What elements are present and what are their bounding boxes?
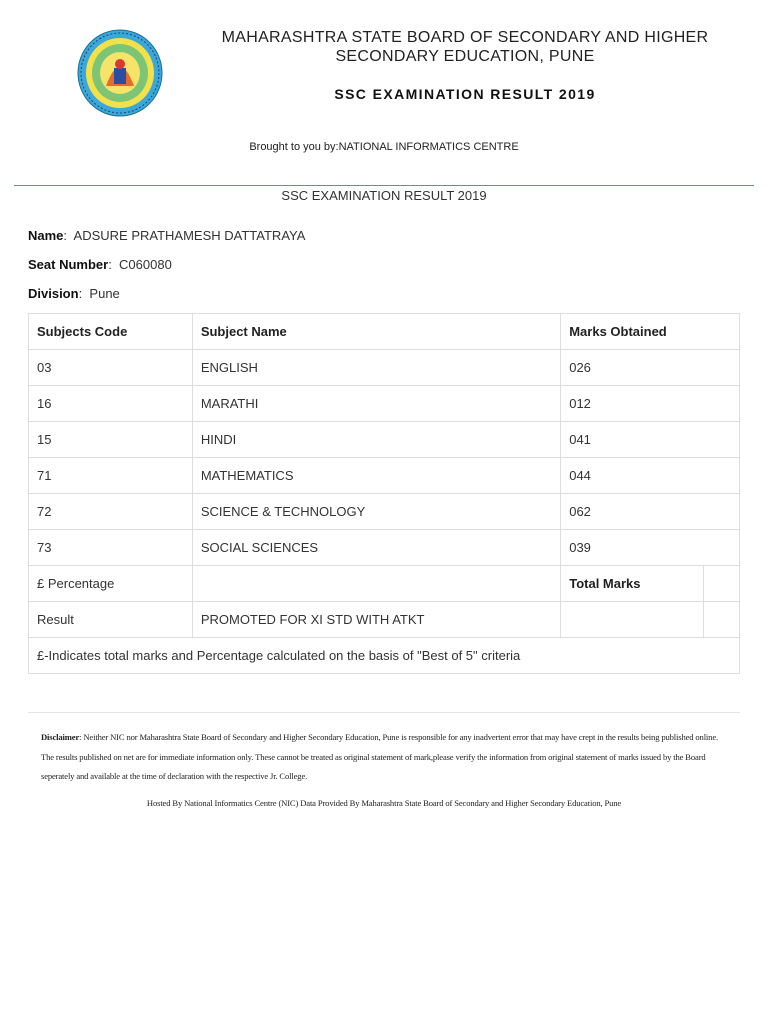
subject-code: 16 [29, 386, 193, 422]
disclaimer-label: Disclaimer [41, 732, 80, 742]
result-row [29, 602, 740, 638]
hosted-by-text: Hosted By National Informatics Centre (NIC) Data Provided By Maharashtra State Board of Secondary and Higher Secondary Education, Pune [146, 798, 622, 808]
seat-label: Seat Number [28, 257, 109, 272]
header-divider [14, 185, 754, 186]
subject-name: SCIENCE & TECHNOLOGY [192, 494, 560, 530]
note-row [29, 638, 740, 674]
division-label: Division [28, 286, 79, 301]
result-value: PROMOTED FOR XI STD WITH ATKT [192, 602, 560, 638]
percentage-label: £ Percentage [29, 566, 193, 602]
total-marks-value [704, 566, 740, 602]
footer-divider [28, 712, 740, 713]
total-marks-label: Total Marks [561, 566, 704, 602]
table-row [29, 458, 740, 494]
result-label: Result [29, 602, 193, 638]
empty-cell [704, 602, 740, 638]
name-label: Name [28, 228, 64, 243]
column-header: Subjects Code [29, 314, 193, 350]
subject-code: 15 [29, 422, 193, 458]
subject-code: 72 [29, 494, 193, 530]
subject-code: 03 [29, 350, 193, 386]
student-name-row: Name: ADSURE PRATHAMESH DATTATRAYA [28, 228, 306, 243]
subject-name: ENGLISH [192, 350, 560, 386]
percentage-value [192, 566, 560, 602]
seat-number-row: Seat Number: C060080 [28, 257, 172, 272]
seat-value: C060080 [119, 257, 172, 272]
division-row: Division: Pune [28, 286, 120, 301]
disclaimer-text: Neither NIC nor Maharashtra State Board of Secondary and Higher Secondary Education, Pune is responsible for any inadvertent error that may have crept in the results being published online. The results published on net are for immediate information only. These cannot be treated as original statement of mark,please verify the information from original statement of marks issued by the Board seperately and available at the time of declaration with the respective Jr. College. [41, 732, 718, 781]
marks-obtained: 062 [561, 494, 740, 530]
board-title: MAHARASHTRA STATE BOARD OF SECONDARY AND HIGHER SECONDARY EDUCATION, PUNE [221, 29, 709, 65]
marks-table [28, 313, 740, 674]
brought-by-text: Brought to you by:NATIONAL INFORMATICS CENTRE [249, 141, 519, 153]
criteria-note: £-Indicates total marks and Percentage calculated on the basis of "Best of 5" criteria [29, 638, 740, 674]
subject-code: 71 [29, 458, 193, 494]
empty-cell [561, 602, 704, 638]
subject-name: MATHEMATICS [192, 458, 560, 494]
percentage-row [29, 566, 740, 602]
disclaimer: Disclaimer: Neither NIC nor Maharashtra State Board of Secondary and Higher Secondary Education, Pune is responsible for any inadvertent error that may have crept in the results being published online. The results published on net are for immediate information only. These cannot be treated as original statement of mark,please verify the information from original statement of marks issued by the Board seperately and available at the time of declaration with the respective Jr. College. [41, 732, 718, 781]
marks-obtained: 044 [561, 458, 740, 494]
marks-obtained: 039 [561, 530, 740, 566]
table-row [29, 422, 740, 458]
marks-obtained: 041 [561, 422, 740, 458]
table-row [29, 530, 740, 566]
board-emblem-icon [76, 28, 164, 118]
column-header: Marks Obtained [561, 314, 740, 350]
exam-title: SSC EXAMINATION RESULT 2019 [334, 86, 596, 102]
subject-name: SOCIAL SCIENCES [192, 530, 560, 566]
table-row [29, 494, 740, 530]
subject-code: 73 [29, 530, 193, 566]
marks-obtained: 026 [561, 350, 740, 386]
division-value: Pune [89, 286, 120, 301]
table-row [29, 386, 740, 422]
subject-name: MARATHI [192, 386, 560, 422]
column-header: Subject Name [192, 314, 560, 350]
marks-obtained: 012 [561, 386, 740, 422]
table-row [29, 350, 740, 386]
subject-name: HINDI [192, 422, 560, 458]
result-subtitle: SSC EXAMINATION RESULT 2019 [281, 188, 487, 203]
table-header-row [29, 314, 740, 350]
name-value: ADSURE PRATHAMESH DATTATRAYA [73, 228, 306, 243]
